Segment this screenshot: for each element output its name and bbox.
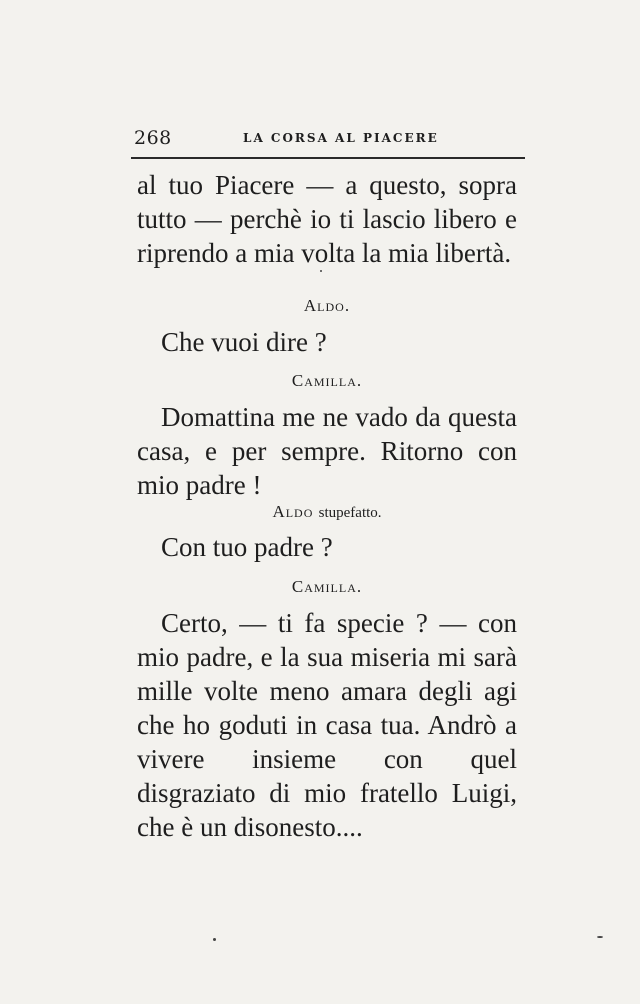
paragraph-aldo-question: Con tuo padre ? [161,532,333,562]
paragraph-camilla-speech: Certo, — ti fa specie ? — con mio padre, e la sua miseria mi sarà mille volte meno amara degli agi che ho goduti in casa tua. Andrò a vivere insieme con quel disgraziato di mio fratello Luigi, che è un disonesto.... [137,608,517,842]
ink-speck [597,936,603,938]
paragraph-aldo-line: Che vuoi dire ? [161,327,327,357]
running-title: LA CORSA AL PIACERE [243,131,439,145]
speaker-camilla [137,371,517,391]
header-rule [131,157,525,159]
speaker-name: Camilla. [291,371,363,390]
speaker-name: Aldo [272,502,314,521]
page-number: 268 [134,127,172,149]
speaker-name: Aldo. [303,296,351,315]
ink-speck [320,270,322,272]
stage-direction: stupefatto. [318,505,382,521]
ink-speck [213,938,216,941]
speaker-aldo [137,296,517,316]
paragraph-camilla-line: Domattina me ne vado da questa casa, e per sempre. Ritorno con mio padre ! [137,402,517,500]
speaker-camilla-2 [137,577,517,597]
speaker-name: Camilla. [291,577,363,596]
speaker-aldo-stupefatto [137,502,517,522]
paragraph-continued: al tuo Piacere — a questo, sopra tutto — perchè io ti lascio libero e riprendo a mia volta la mia libertà. [137,170,517,268]
